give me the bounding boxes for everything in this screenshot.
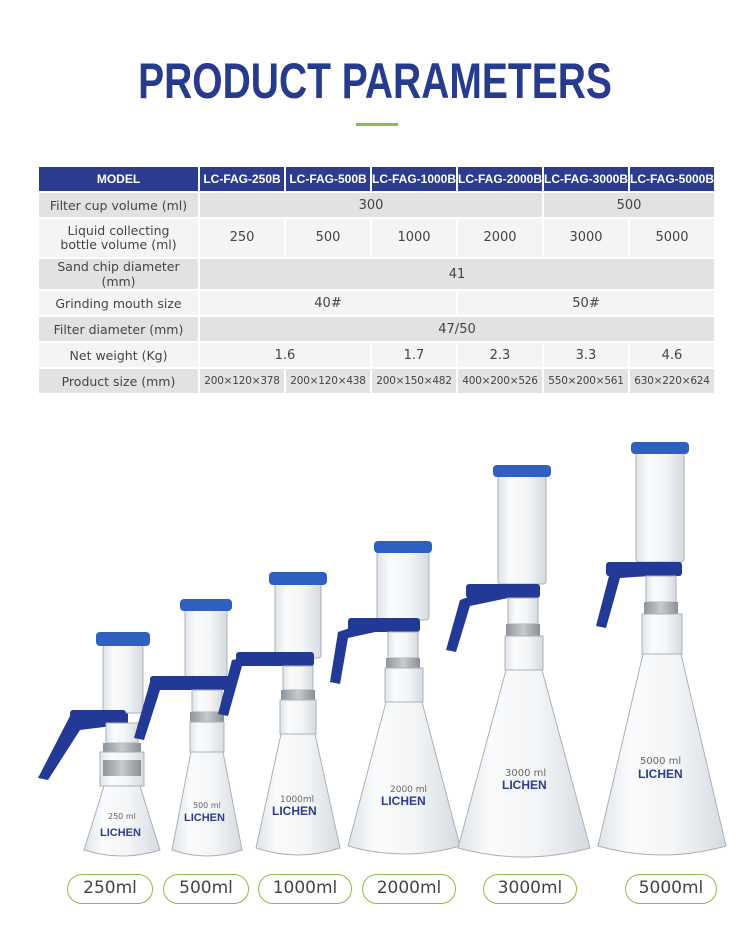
cell-value: 41 [200,259,714,289]
table-row-product-size [39,369,714,393]
header-model: MODEL [39,167,198,191]
page-title: PRODUCT PARAMETERS [138,53,612,109]
row-label: Net weight (Kg) [39,343,198,367]
capacity-label-500: 500ml [163,874,249,904]
header-model-5000b: LC-FAG-5000B [630,167,714,191]
row-label: Product size (mm) [39,369,198,393]
table-row-net-weight [39,343,714,367]
header-model-3000b: LC-FAG-3000B [544,167,628,191]
cell-value: 630×220×624 [630,369,714,393]
table-header-row [39,167,714,191]
flask-volume-marking: 3000 ml [505,768,547,779]
cell-value: 300 [200,193,542,217]
product-illustration [0,430,750,870]
flask-volume-marking: 1000ml [280,795,315,805]
cell-value: 4.6 [630,343,714,367]
filter-set-5000 [596,442,726,855]
flask-brand: LICHEN [272,804,317,818]
flask-volume-marking: 500 ml [193,801,221,810]
capacity-label-250: 250ml [67,874,153,904]
capacity-label-3000: 3000ml [483,874,577,904]
flask-brand: LICHEN [502,778,547,792]
parameters-table [37,165,716,395]
header-model-500b: LC-FAG-500B [286,167,370,191]
flask-brand: LICHEN [381,794,426,808]
title-divider [356,123,398,126]
cell-value: 550×200×561 [544,369,628,393]
cell-value: 250 [200,219,284,257]
capacity-label-2000: 2000ml [362,874,456,904]
cell-value: 40# [200,291,456,315]
filter-set-2000 [330,541,460,854]
cell-value: 47/50 [200,317,714,341]
header-model-2000b: LC-FAG-2000B [458,167,542,191]
row-label-line: Liquid collecting [67,223,170,238]
cell-value: 1.7 [372,343,456,367]
row-label [39,219,198,257]
header-model-1000b: LC-FAG-1000B [372,167,456,191]
row-label: Sand chip diameter (mm) [39,259,198,289]
cell-value: 200×150×482 [372,369,456,393]
flask-brand: LICHEN [100,827,141,839]
row-label: Grinding mouth size [39,291,198,315]
cell-value: 2000 [458,219,542,257]
table-row-filter-diameter [39,317,714,341]
cell-value: 2.3 [458,343,542,367]
capacity-label-1000: 1000ml [258,874,352,904]
cell-value: 500 [286,219,370,257]
row-label: Filter diameter (mm) [39,317,198,341]
cell-value: 1.6 [200,343,370,367]
flask-volume-marking: 5000 ml [640,756,682,767]
flask-volume-marking: 250 ml [108,812,136,821]
cell-value: 200×120×378 [200,369,284,393]
cell-value: 5000 [630,219,714,257]
row-label: Filter cup volume (ml) [39,193,198,217]
capacity-label-5000: 5000ml [625,874,717,904]
filter-set-3000 [446,465,590,857]
cell-value: 3.3 [544,343,628,367]
cell-value: 200×120×438 [286,369,370,393]
header-model-250b: LC-FAG-250B [200,167,284,191]
cell-value: 500 [544,193,714,217]
filter-set-250 [38,632,160,856]
table-row-filter-cup [39,193,714,217]
cell-value: 400×200×526 [458,369,542,393]
cell-value: 50# [458,291,714,315]
filter-set-1000 [218,572,340,855]
table-row-sand-chip [39,259,714,289]
table-row-grinding-mouth [39,291,714,315]
cell-value: 1000 [372,219,456,257]
flask-brand: LICHEN [638,767,683,781]
flask-brand: LICHEN [184,812,225,824]
cell-value: 3000 [544,219,628,257]
row-label-line: bottle volume (ml) [60,237,177,252]
flask-volume-marking: 2000 ml [390,785,428,795]
table-row-liquid-volume [39,219,714,257]
